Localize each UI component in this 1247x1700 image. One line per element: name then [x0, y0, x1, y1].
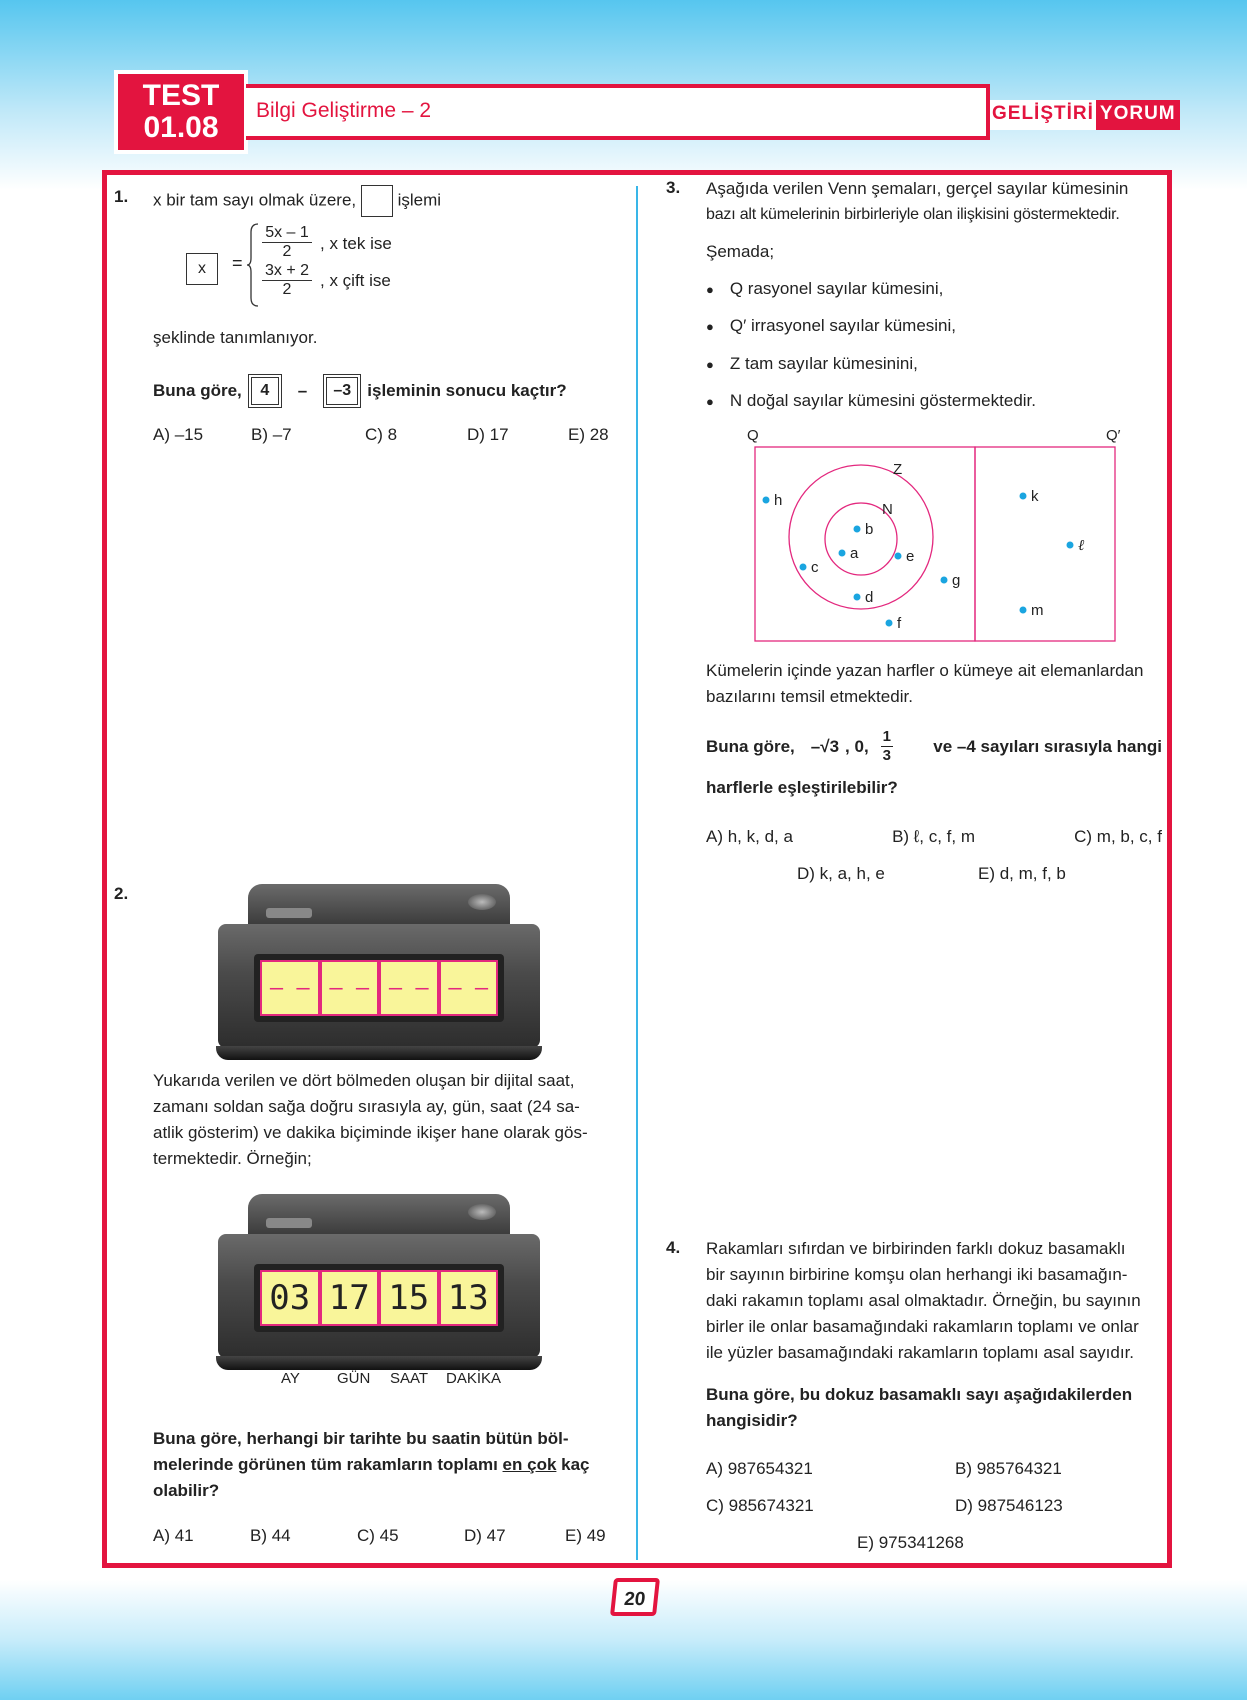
clock-label-minute: DAKİKA — [446, 1370, 502, 1387]
q2-para-line4: termektedir. Örneğin; — [153, 1149, 312, 1168]
q3-question-line2: harflerle eşleştirilebilir? — [706, 778, 898, 797]
q1-case2-den: 2 — [282, 281, 292, 298]
venn-point-b: b — [865, 521, 874, 538]
q3-choices-row1 — [706, 827, 1162, 847]
q2-paragraph — [153, 1068, 610, 1172]
q2-choices — [153, 1526, 606, 1546]
venn-dot-c — [800, 564, 807, 571]
q1-choice-a[interactable]: A) –15 — [153, 425, 204, 444]
venn-set-q-prime — [975, 447, 1115, 641]
q3-bullet-q: ● Q rasyonel sayılar kümesini, — [706, 276, 943, 303]
q4-para-line3: daki rakamın toplamı asal olmaktadır. Örneğin, bu sayının — [706, 1291, 1141, 1310]
clock2-button-icon — [266, 1218, 312, 1228]
venn-dot-g — [941, 577, 948, 584]
q1-defined: şeklinde tanımlanıyor. — [153, 328, 318, 347]
clock1-cell-day: – – — [320, 960, 380, 1016]
q2-question-line1: Buna göre, herhangi bir tarihte bu saatin bütün böl- — [153, 1429, 569, 1448]
venn-label-n: N — [882, 501, 893, 518]
digital-clock-example — [218, 1194, 540, 1372]
venn-dot-b — [854, 526, 861, 533]
q3-bullet-z: ● Z tam sayılar kümesinini, — [706, 351, 918, 378]
brand-part1: GELİŞTİRİ — [990, 100, 1096, 130]
q1-box-4 — [248, 374, 282, 408]
q3-bullet-q-prime: ● Q′ irrasyonel sayılar kümesini, — [706, 313, 956, 340]
page-title: Bilgi Geliştirme – 2 — [256, 99, 432, 122]
q3-intro-line1 — [706, 176, 1162, 202]
q4-question-line1: Buna göre, bu dokuz basamaklı sayı aşağıdakilerden — [706, 1385, 1133, 1404]
q2-choice-e[interactable]: E) 49 — [565, 1526, 606, 1545]
venn-point-m: m — [1031, 602, 1044, 619]
venn-set-q — [755, 447, 975, 641]
test-label: TEST — [142, 79, 220, 112]
q4-choice-b[interactable]: B) 985764321 — [955, 1459, 1062, 1478]
q2-question-emphasis: en çok — [502, 1455, 557, 1474]
q3-choice-d[interactable]: D) k, a, h, e — [797, 864, 885, 883]
q1-case2-num: 3x + 2 — [262, 262, 312, 281]
q3-frac-num: 1 — [882, 728, 892, 745]
q2-question — [153, 1426, 613, 1504]
q1-choices — [153, 425, 609, 445]
q3-after-line1: Kümelerin içinde yazan harfler o kümeye ait elemanlardan — [706, 661, 1144, 680]
clock2-cell-minute: 13 — [439, 1270, 499, 1326]
column-divider — [636, 186, 638, 1560]
q1-choice-d[interactable]: D) 17 — [467, 425, 509, 444]
venn-point-f: f — [897, 615, 902, 632]
q1-empty-box — [361, 185, 393, 217]
q1-case1-den: 2 — [282, 243, 292, 260]
venn-set-z — [789, 465, 933, 609]
venn-dot-d — [854, 594, 861, 601]
q3-intro — [706, 176, 1162, 228]
venn-point-a: a — [850, 545, 859, 562]
clock1-cell-month: – – — [260, 960, 320, 1016]
q2-question-line2b: kaç — [561, 1455, 590, 1474]
clock2-cell-day: 17 — [320, 1270, 380, 1326]
q1-minus: – — [297, 381, 308, 400]
q1-box-x: x — [186, 253, 218, 285]
q4-choice-d[interactable]: D) 987546123 — [955, 1496, 1063, 1515]
venn-label-z: Z — [893, 461, 903, 478]
q1-equals: = — [232, 253, 243, 273]
q3-bullet-n: ● N doğal sayılar kümesini göstermektedir. — [706, 388, 1036, 415]
clock2-cell-month: 03 — [260, 1270, 320, 1326]
q3-schema: Şemada; — [706, 242, 775, 261]
clock2-display — [260, 1270, 498, 1326]
q3-choice-a[interactable]: A) h, k, d, a — [706, 827, 793, 846]
venn-point-d: d — [865, 589, 874, 606]
page-number: 20 — [610, 1578, 660, 1616]
q2-choice-c[interactable]: C) 45 — [357, 1526, 399, 1545]
q1-case1-num: 5x – 1 — [262, 224, 312, 243]
q2-choice-b[interactable]: B) 44 — [250, 1526, 291, 1545]
q2-question-line3: olabilir? — [153, 1481, 220, 1500]
venn-dot-h — [763, 497, 770, 504]
test-number: 01.08 — [143, 111, 219, 144]
clock1-button-icon — [266, 908, 312, 918]
venn-point-g: g — [952, 572, 961, 589]
q2-para-line1: Yukarıda verilen ve dört bölmeden oluşan bir dijital saat, — [153, 1071, 575, 1090]
q4-choice-e[interactable]: E) 975341268 — [857, 1533, 964, 1552]
q2-number: 2. — [114, 884, 129, 903]
q1-question-b: işleminin sonucu kaçtır? — [367, 381, 567, 400]
q3-after-line2: bazılarını temsil etmektedir. — [706, 687, 913, 706]
q3-fraction — [881, 728, 893, 765]
q3-zero: , 0, — [845, 736, 869, 756]
q3-choice-b[interactable]: B) ℓ, c, f, m — [892, 827, 976, 846]
venn-diagram — [740, 422, 1130, 644]
q2-para-line3: atlik gösterim) ve dakika biçiminde ikişer hane olarak gös- — [153, 1123, 588, 1142]
venn-dot-m — [1020, 607, 1027, 614]
q3-intro-line2: bazı alt kümelerinin birbirleriyle olan ilişkisini göstermektedir. — [706, 206, 1120, 223]
q4-choice-c[interactable]: C) 985674321 — [706, 1496, 814, 1515]
q1-val1: 4 — [251, 377, 279, 405]
clock2-knob-icon — [468, 1204, 496, 1220]
venn-point-h: h — [774, 492, 783, 509]
brand-logo — [990, 100, 1180, 130]
q4-para-line2: bir sayının birbirine komşu olan herhangi iki basamağın- — [706, 1265, 1128, 1284]
q1-question — [153, 374, 567, 408]
q1-choice-e[interactable]: E) 28 — [568, 425, 609, 444]
q1-brace — [246, 222, 260, 308]
q3-question — [706, 728, 1162, 765]
clock1-display — [260, 960, 498, 1016]
q3-choice-e[interactable]: E) d, m, f, b — [978, 864, 1066, 883]
venn-dot-f — [886, 620, 893, 627]
q1-intro-b: işlemi — [397, 190, 442, 210]
q1-intro — [153, 185, 441, 217]
clock1-base — [216, 1046, 542, 1060]
q3-sqrt-expr: –√3 — [810, 736, 840, 756]
q4-para-line5: ile yüzler basamağındaki rakamların toplamı asal sayıdır. — [706, 1343, 1135, 1362]
q4-paragraph — [706, 1236, 1162, 1366]
digital-clock-blank — [218, 884, 540, 1062]
brand-part2: YORUM — [1096, 100, 1180, 130]
q1-case2-frac — [262, 262, 312, 299]
q4-para-line4: birler ile onlar basamağındaki rakamların toplamı ve onlar — [706, 1317, 1139, 1336]
q1-case2-cond: , x çift ise — [320, 271, 391, 290]
q3-intro-text1: Aşağıda verilen Venn şemaları, gerçel sayılar kümesinin — [706, 179, 1129, 198]
q2-choice-d[interactable]: D) 47 — [464, 1526, 506, 1545]
q1-intro-a: x bir tam sayı olmak üzere, — [153, 190, 357, 210]
clock2-cell-hour: 15 — [379, 1270, 439, 1326]
q3-choice-c[interactable]: C) m, b, c, f — [1074, 827, 1162, 846]
q1-case1-frac — [262, 224, 312, 261]
q4-para-line1: Rakamları sıfırdan ve birbirinden farklı dokuz basamaklı — [706, 1239, 1126, 1258]
venn-dot-e — [895, 553, 902, 560]
clock-label-month: AY — [281, 1370, 300, 1387]
test-badge — [118, 74, 244, 150]
clock1-cell-hour: – – — [379, 960, 439, 1016]
q3-number: 3. — [666, 178, 681, 197]
q3-question-b: ve –4 sayıları sırasıyla hangi — [933, 736, 1162, 756]
q1-case1-cond: , x tek ise — [320, 234, 392, 253]
clock2-base — [216, 1356, 542, 1370]
venn-point-l: ℓ — [1078, 538, 1085, 554]
venn-point-e: e — [906, 548, 915, 565]
venn-dot-a — [839, 550, 846, 557]
clock-label-hour: SAAT — [390, 1370, 429, 1387]
q3-after — [706, 658, 1144, 710]
q1-number: 1. — [114, 187, 129, 206]
venn-label-q-prime: Q′ — [1106, 427, 1121, 444]
venn-dot-k — [1020, 493, 1027, 500]
venn-label-q: Q — [747, 427, 759, 444]
venn-point-c: c — [811, 559, 819, 576]
clock1-cell-minute: – – — [439, 960, 499, 1016]
q1-choice-c[interactable]: C) 8 — [365, 425, 398, 444]
venn-point-k: k — [1031, 488, 1039, 505]
q4-question — [706, 1382, 1132, 1434]
q2-question-line2 — [153, 1452, 613, 1478]
q2-para-line2: zamanı soldan sağa doğru sırasıyla ay, gün, saat (24 sa- — [153, 1097, 580, 1116]
clock1-knob-icon — [468, 894, 496, 910]
q3-frac-den: 3 — [882, 747, 892, 764]
q4-choice-a[interactable]: A) 987654321 — [706, 1459, 813, 1478]
q1-choice-b[interactable]: B) –7 — [251, 425, 292, 444]
q1-box-neg3 — [323, 374, 361, 408]
q4-number: 4. — [666, 1238, 681, 1257]
q4-question-line2: hangisidir? — [706, 1411, 798, 1430]
q3-question-a: Buna göre, — [706, 736, 795, 756]
q1-question-a: Buna göre, — [153, 381, 242, 400]
q2-choice-a[interactable]: A) 41 — [153, 1526, 194, 1545]
clock-label-day: GÜN — [337, 1370, 371, 1387]
venn-dot-l — [1067, 542, 1074, 549]
q2-question-line2a: melerinde görünen tüm rakamların toplamı — [153, 1455, 498, 1474]
q1-val2: –3 — [326, 377, 358, 405]
